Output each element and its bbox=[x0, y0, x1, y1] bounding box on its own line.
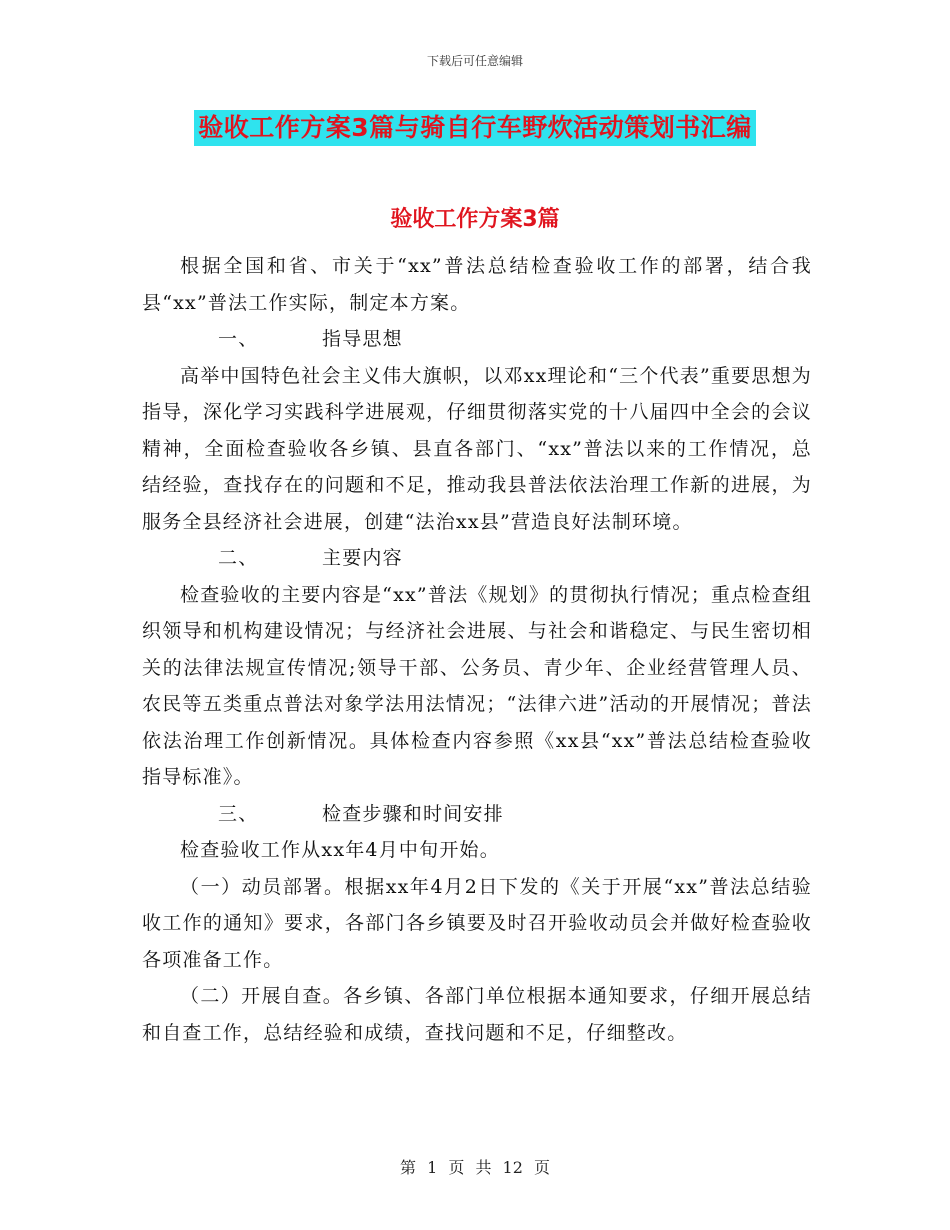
heading-number: 二、 bbox=[218, 547, 259, 569]
heading-text: 指导思想 bbox=[322, 328, 403, 350]
header-note: 下载后可任意编辑 bbox=[426, 54, 523, 68]
paragraph: 根据全国和省、市关于“xx”普法总结检查验收工作的部署，结合我县“xx”普法工作实际，制定本方案。 bbox=[142, 255, 812, 314]
heading-text: 主要内容 bbox=[322, 547, 403, 569]
main-title-container bbox=[0, 110, 950, 146]
section-heading bbox=[142, 321, 812, 358]
heading-number: 一、 bbox=[218, 328, 259, 350]
page-footer: 第 1 页 共 12 页 bbox=[400, 1158, 550, 1177]
document-body bbox=[142, 248, 812, 1051]
heading-text: 检查步骤和时间安排 bbox=[322, 802, 504, 825]
paragraph: （一）动员部署。根据xx年4月2日下发的《关于开展“xx”普法总结验收工作的通知》要求，各部门各乡镇要及时召开验收动员会并做好检查验收各项准备工作。 bbox=[142, 875, 812, 971]
section-heading bbox=[142, 796, 812, 833]
section-heading bbox=[142, 540, 812, 577]
paragraph: 检查验收工作从xx年4月中旬开始。 bbox=[180, 839, 500, 861]
main-title: 验收工作方案3篇与骑自行车野炊活动策划书汇编 bbox=[194, 110, 755, 146]
paragraph: 高举中国特色社会主义伟大旗帜，以邓xx理论和“三个代表”重要思想为指导，深化学习实践科学进展观，仔细贯彻落实党的十八届四中全会的会议精神，全面检查验收各乡镇、县直各部门、“xx”普法以来的工作情况，总结经验，查找存在的问题和不足，推动我县普法依法治理工作新的进展，为服务全县经济社会进展，创建“法治xx县”营造良好法制环境。 bbox=[142, 364, 812, 533]
heading-number: 三、 bbox=[218, 802, 259, 825]
paragraph: （二）开展自查。各乡镇、各部门单位根据本通知要求，仔细开展总结和自查工作，总结经验和成绩，查找问题和不足，仔细整改。 bbox=[142, 985, 812, 1044]
paragraph: 检查验收的主要内容是“xx”普法《规划》的贯彻执行情况；重点检查组织领导和机构建设情况；与经济社会进展、与社会和谐稳定、与民生密切相关的法律法规宣传情况;领导干部、公务员、青少年、企业经营管理人员、农民等五类重点普法对象学法用法情况；“法律六进”活动的开展情况；普法依法治理工作创新情况。具体检查内容参照《xx县“xx”普法总结检查验收指导标准》。 bbox=[142, 583, 812, 788]
section-title: 验收工作方案3篇 bbox=[390, 207, 560, 232]
